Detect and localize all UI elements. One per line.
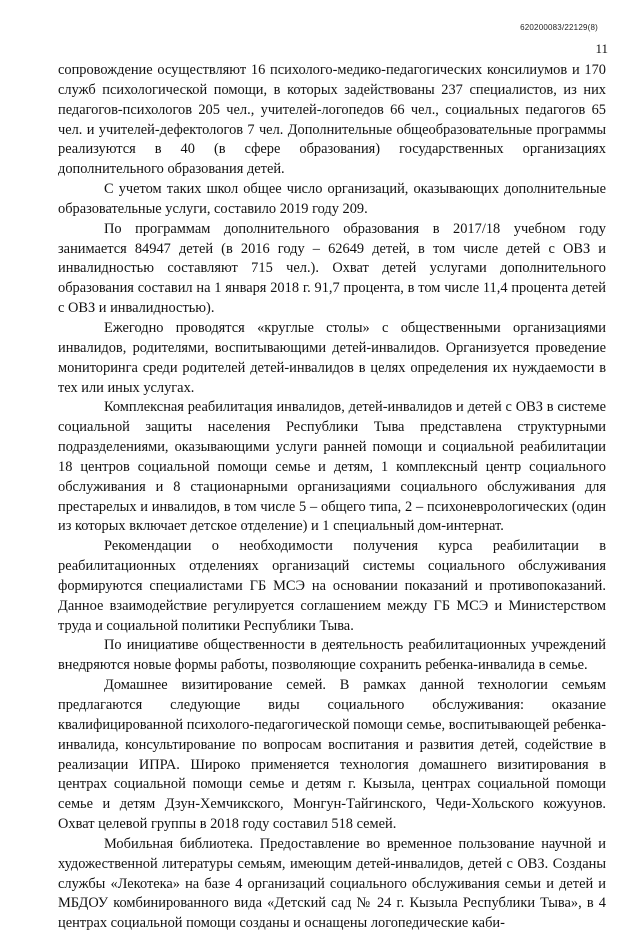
page-number: 11 — [595, 41, 608, 56]
paragraph-round-tables: Ежегодно проводятся «круглые столы» с общественными организациями инвалидов, родителями, воспитывающими детей-инвалидов. Организуется проведение мониторинга среди родителей детей-инвалидов в целях определения их нуждаемости в тех или иных услугах. — [58, 319, 606, 396]
paragraph-additional-education-organizations: С учетом таких школ общее число организаций, оказывающих дополнительные образовательные услуги, составило 2019 году 209. — [58, 181, 606, 217]
document-body — [58, 61, 606, 934]
paragraph-continuation: сопровождение осуществляют 16 психолого-медико-педагогических консилиумов и 170 служб психологической помощи, в которых задействованы 237 специалистов, из них педагогов-психологов 205 чел., учителей-логопедов 66 чел., социальных педагогов 65 чел. и учителей-дефектологов 7 чел. Дополнительные общеобразовательные программы реализуются в 40 (в сфере образования) государственных организациях дополнительного образования детей. — [58, 62, 606, 178]
paragraph-rehabilitation-recommendations: Рекомендации о необходимости получения курса реабилитации в реабилитационных отделениях организаций системы социального обслуживания формируются специалистами ГБ МСЭ на основании показаний и противопоказаний. Данное взаимодействие регулируется соглашением между ГБ МСЭ и Министерством труда и социальной политики Республики Тыва. — [58, 538, 606, 634]
paragraph-additional-education-coverage: По программам дополнительного образования в 2017/18 учебном году занимается 84947 детей (в 2016 году – 62649 детей, в том числе детей с ОВЗ и инвалидностью составляют 715 чел.). Охват детей услугами дополнительного образования составил на 1 января 2018 г. 91,7 процента, в том числе 11,4 процента детей с ОВЗ и инвалидностью). — [58, 220, 606, 317]
paragraph-home-visiting: Домашнее визитирование семей. В рамках данной технологии семьям предлагаются следующие виды социального обслуживания: оказание квалифицированной психолого-педагогической помощи семье, воспитывающей ребенка-инвалида, консультирование по вопросам воспитания и развития детей, содействие в реализации ИПРА. Широко применяется технология домашнего визитирования в центрах социальной помощи семье и детям г. Кызыла, центрах социальной помощи семье и детям Дзун-Хемчикского, Монгун-Тайгинского, Чеди-Хольского кожуунов. Охват целевой группы в 2018 году составил 518 семей. — [58, 677, 606, 833]
paragraph-new-forms-of-work: По инициативе общественности в деятельность реабилитационных учреждений внедряются новые формы работы, позволяющие сохранить ребенка-инвалида в семье. — [58, 637, 606, 674]
paragraph-mobile-library: Мобильная библиотека. Предоставление во временное пользование научной и художественной литературы семьям, имеющим детей-инвалидов, детей с ОВЗ. Созданы службы «Лекотека» на базе 4 организаций социального обслуживания семьи и детей и МБДОУ комбинированного вида «Детский сад № 24 г. Кызыла Республики Тыва», в 4 центрах социальной помощи созданы и оснащены логопедические каби- — [58, 835, 606, 932]
paragraph-complex-rehabilitation: Комплексная реабилитация инвалидов, детей-инвалидов и детей с ОВЗ в системе социальной защиты населения Республики Тыва представлена структурными подразделениями, оказывающими услуги ранней помощи и социальной реабилитации 18 центров социальной помощи семье и детям, 1 комплексный центр социального обслуживания и 8 стационарными организациями социального обслуживания для престарелых и инвалидов, в том числе 5 – общего типа, 2 – психоневрологических (один из которых включает детское отделение) и 1 специальный дом-интернат. — [58, 399, 606, 535]
document-id: 620200083/22129(8) — [520, 23, 598, 32]
